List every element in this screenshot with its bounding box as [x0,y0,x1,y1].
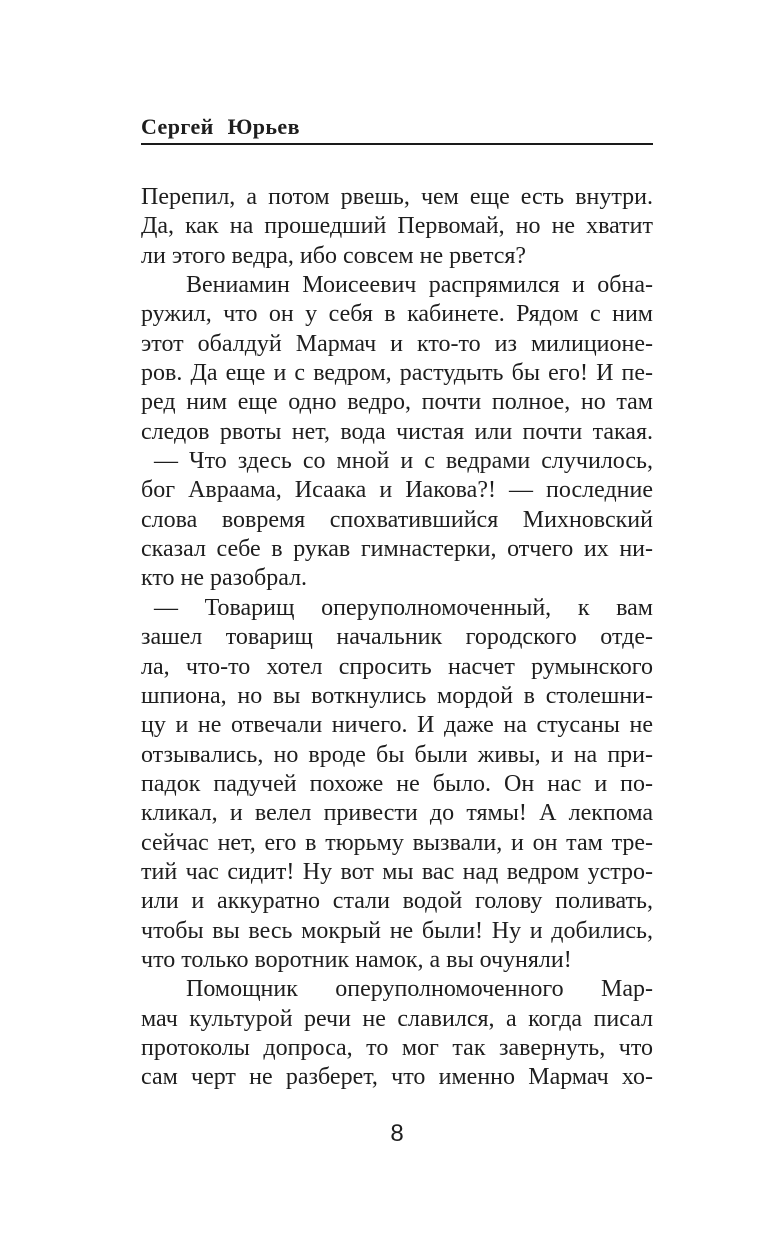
text-line: протоколы допроса, то мог так завернуть, что [141,1034,653,1061]
header-rule [141,143,653,145]
text-line: ружил, что он у себя в кабинете. Рядом с ним [141,301,653,328]
text-line: тий час сидит! Ну вот мы вас над ведром устро- [141,858,653,885]
text-line: ров. Да еще и с ведром, растудыть бы его! И пе- [141,360,653,387]
page-number: 8 [390,1120,404,1147]
text-line: ли этого ведра, ибо совсем не рвется? [141,242,527,269]
paragraph [141,183,653,271]
paragraph [141,271,653,447]
text-line: падок падучей похоже не было. Он нас и по- [141,770,653,797]
text-line: Вениамин Моисеевич распрямился и обна- [186,272,653,299]
text-line: что только воротник намок, а вы очуняли! [141,946,572,973]
text-line: цу и не отвечали ничего. И даже на стусаны не [141,712,653,739]
text-line: зашел товарищ начальник городского отде- [141,624,653,651]
page-body [141,183,653,1093]
text-line: слова вовремя спохватившийся Михновский [141,506,653,533]
text-line: отзывались, но вроде бы были живы, и на при- [141,741,653,768]
text-line: кликал, и велел привести до тямы! А лекпома [141,800,653,827]
paragraph [141,975,653,1092]
text-line: этот обалдуй Мармач и кто-то из милиционе- [141,330,653,357]
text-line: или и аккуратно стали водой голову поливать, [141,888,653,915]
running-header: Сергей Юрьев [141,114,300,139]
text-line: — Что здесь со мной и с ведрами случилось, [154,448,653,475]
text-line: шпиона, но вы воткнулись мордой в столешни- [141,682,653,709]
paragraph [141,447,653,594]
text-line: сейчас нет, его в тюрьму вызвали, и он там тре- [141,829,653,856]
text-line: Да, как на прошедший Первомай, но не хватит [141,213,653,240]
text-line: Перепил, а потом рвешь, чем еще есть внутри. [141,184,653,210]
text-line: ла, что-то хотел спросить насчет румынского [141,653,653,680]
text-line: сказал себе в рукав гимнастерки, отчего их ни- [141,536,653,563]
text-line: сам черт не разберет, что именно Мармач хо- [141,1064,653,1091]
text-line: мач культурой речи не славился, а когда писал [141,1005,653,1032]
text-line: бог Авраама, Исаака и Иакова?! — последние [141,477,653,504]
paragraph [141,594,653,975]
text-line: ред ним еще одно ведро, почти полное, но там [141,389,653,416]
text-line: — Товарищ оперуполномоченный, к вам [154,594,653,621]
text-line: чтобы вы весь мокрый не были! Ну и добились, [141,917,653,944]
text-line: следов рвоты нет, вода чистая или почти такая. [141,418,653,445]
text-line: кто не разобрал. [141,565,308,592]
text-line: Помощник оперуполномоченного Мар- [186,976,653,1003]
